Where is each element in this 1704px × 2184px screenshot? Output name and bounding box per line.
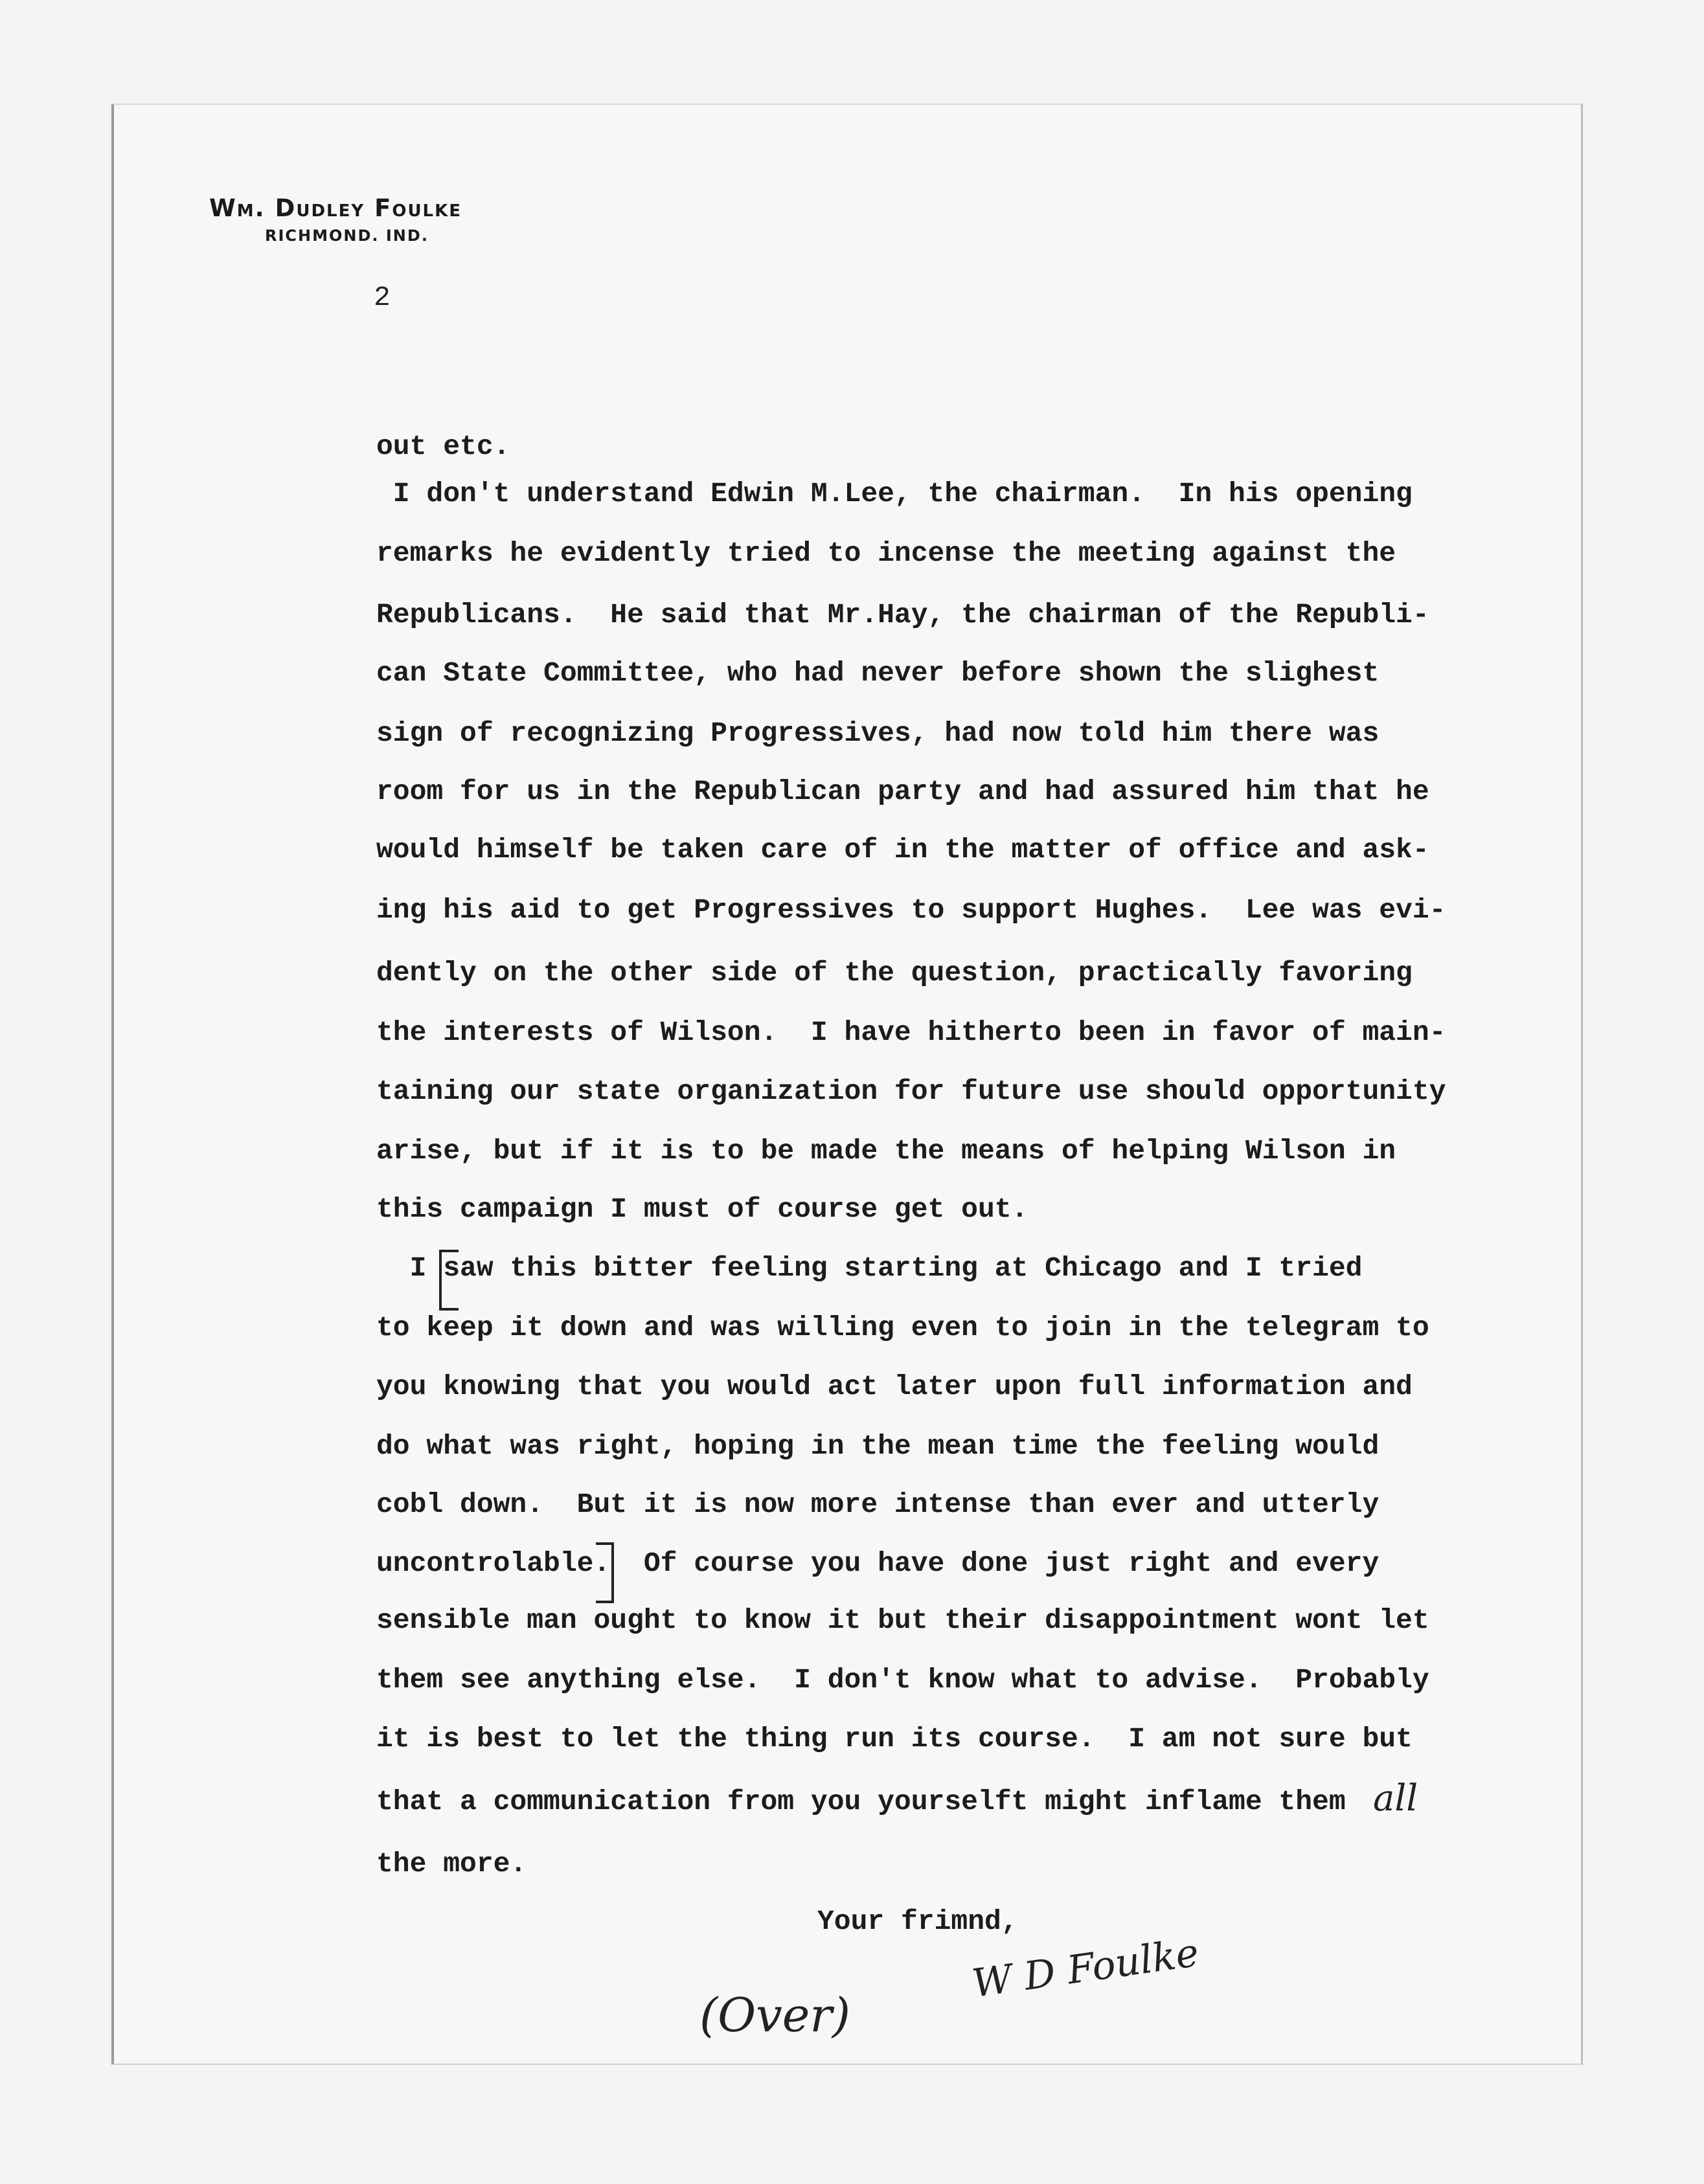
- closing: Your frimnd,: [817, 1906, 1018, 1937]
- body-line: uncontrolable. Of course you have done just right and every: [376, 1547, 1380, 1579]
- body-line: you knowing that you would act later upon full information and: [376, 1370, 1413, 1402]
- body-line: I saw this bitter feeling starting at Chicago and I tried: [376, 1252, 1363, 1284]
- body-line: Republicans. He said that Mr.Hay, the chairman of the Republi-: [376, 598, 1429, 631]
- signature: W D Foulke: [969, 1930, 1202, 2007]
- handwritten-word: all: [1373, 1777, 1418, 1819]
- body-line: I don't understand Edwin M.Lee, the chairman. In his opening: [376, 477, 1413, 510]
- page-number: 2: [374, 282, 391, 313]
- bracket-open-mark: [439, 1250, 459, 1311]
- body-line: the interests of Wilson. I have hitherto been in favor of main-: [376, 1017, 1446, 1049]
- body-line: to keep it down and was willing even to join in the telegram to: [376, 1312, 1429, 1344]
- body-line: sign of recognizing Progressives, had now told him there was: [376, 717, 1380, 749]
- body-line: dently on the other side of the question, practically favoring: [376, 956, 1413, 989]
- body-line: ing his aid to get Progressives to support Hughes. Lee was evi-: [376, 894, 1446, 926]
- body-line: this campaign I must of course get out.: [376, 1193, 1028, 1226]
- body-line: them see anything else. I don't know what to advise. Probably: [376, 1664, 1429, 1696]
- body-line: can State Committee, who had never before shown the slighest: [376, 657, 1380, 690]
- bracket-close-mark: [596, 1542, 614, 1603]
- body-line: that a communication from you yourselft might inflame them: [376, 1785, 1346, 1818]
- body-line: out etc.: [376, 430, 510, 462]
- body-line: remarks he evidently tried to incense the meeting against the: [376, 537, 1396, 570]
- body-line: do what was right, hoping in the mean time the feeling would: [376, 1430, 1380, 1463]
- letterhead-name: Wm. Dudley Foulke: [209, 194, 462, 222]
- body-line: taining our state organization for future use should opportunity: [376, 1075, 1446, 1107]
- letterhead-place: RICHMOND. IND.: [265, 227, 429, 245]
- body-line: would himself be taken care of in the matter of office and ask-: [376, 834, 1429, 866]
- body-line: room for us in the Republican party and had assured him that he: [376, 776, 1429, 808]
- body-line: sensible man ought to know it but their disappointment wont let: [376, 1604, 1429, 1636]
- body-line: the more.: [376, 1848, 527, 1880]
- body-line: cobl down. But it is now more intense than ever and utterly: [376, 1489, 1380, 1521]
- handwritten-over-note: (Over): [699, 1988, 850, 2042]
- body-line: it is best to let the thing run its course. I am not sure but: [376, 1722, 1413, 1755]
- body-line: arise, but if it is to be made the means of helping Wilson in: [376, 1135, 1396, 1167]
